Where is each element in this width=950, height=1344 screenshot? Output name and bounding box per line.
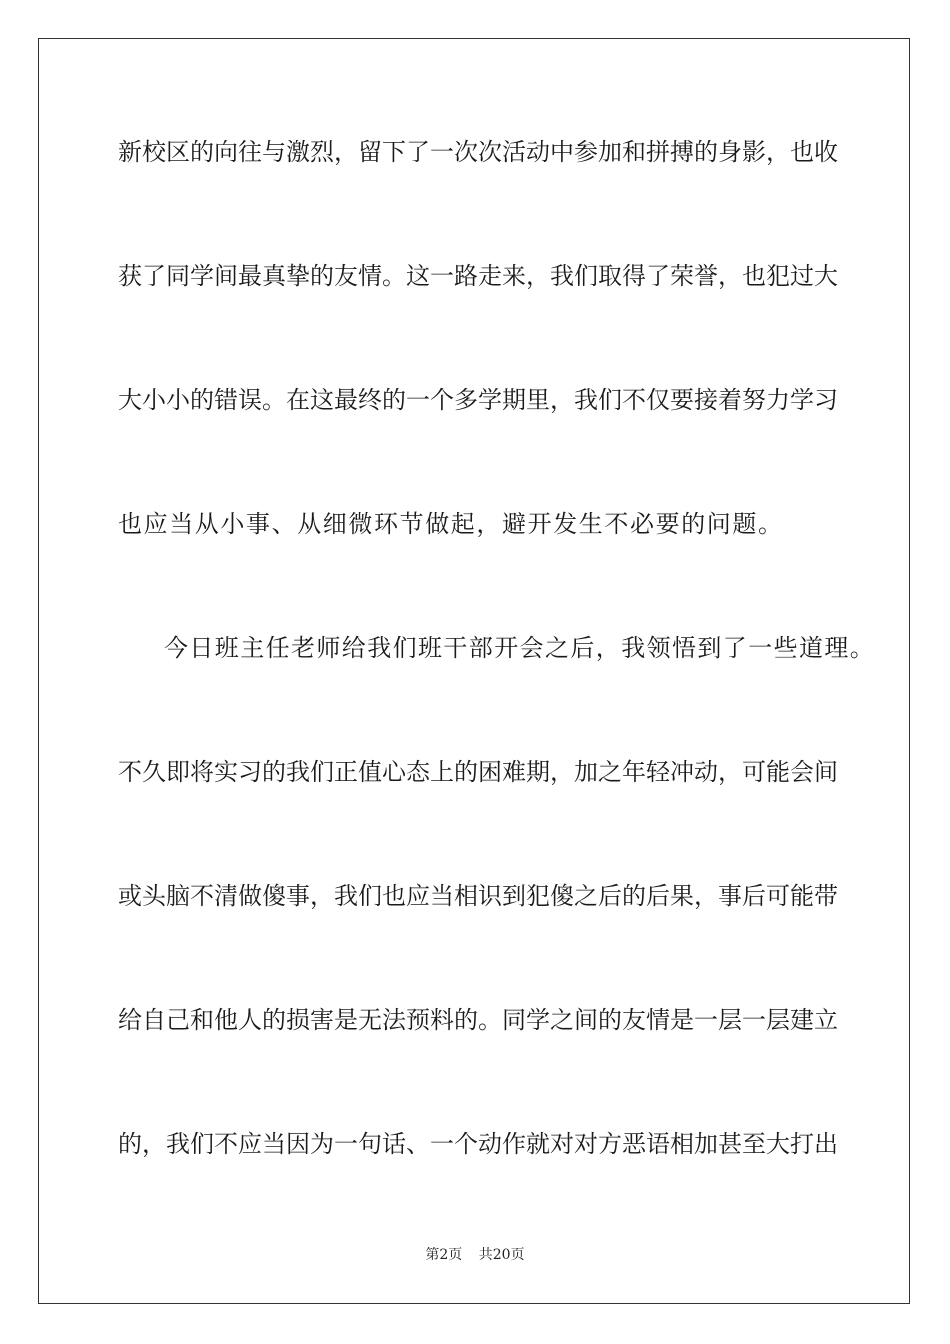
text-line: 新校区的向往与激烈，留下了一次次活动中参加和拼搏的身影，也收	[118, 138, 838, 166]
text-line: 或头脑不清做傻事，我们也应当相识到犯傻之后的后果，事后可能带	[118, 882, 838, 910]
page-footer	[0, 1246, 950, 1264]
page-number: 第2页	[425, 1247, 463, 1263]
text-line-paragraph-start: 今日班主任老师给我们班干部开会之后，我领悟到了一些道理。	[164, 634, 876, 662]
text-line: 获了同学间最真挚的友情。这一路走来，我们取得了荣誉，也犯过大	[118, 262, 838, 290]
text-line: 不久即将实习的我们正值心态上的困难期，加之年轻冲动，可能会间	[118, 758, 838, 786]
page-border	[38, 38, 910, 1304]
text-line: 的，我们不应当因为一句话、一个动作就对对方恶语相加甚至大打出	[118, 1130, 838, 1158]
text-line: 给自己和他人的损害是无法预料的。同学之间的友情是一层一层建立	[118, 1006, 838, 1034]
page-total: 共20页	[478, 1247, 525, 1263]
text-line: 也应当从小事、从细微环节做起，避开发生不必要的问题。	[118, 510, 784, 538]
text-line: 大小小的错误。在这最终的一个多学期里，我们不仅要接着努力学习	[118, 386, 838, 414]
